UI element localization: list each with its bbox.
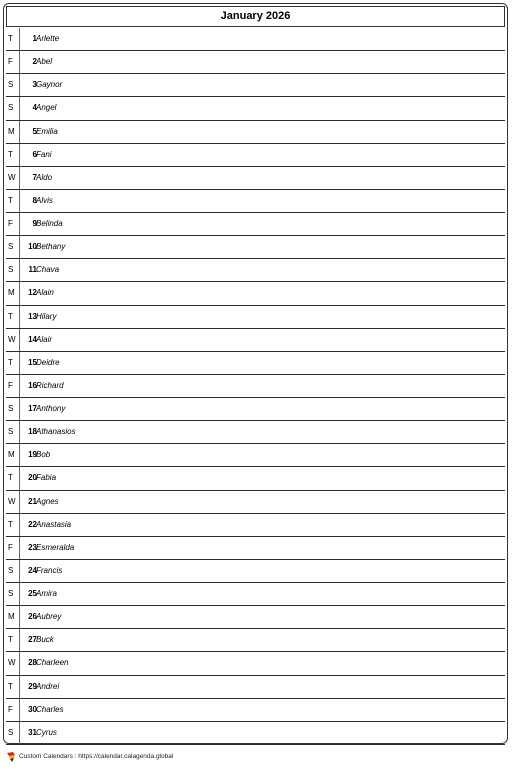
footer-link[interactable]: Custom Calendars : https://calendar.calagenda.global	[19, 753, 174, 760]
day-number: 23	[28, 542, 37, 552]
day-row	[6, 282, 505, 305]
day-of-week: T	[8, 195, 13, 205]
day-of-week: W	[8, 496, 16, 506]
day-number: 13	[28, 311, 37, 321]
day-number: 30	[28, 704, 37, 714]
name-day: Alvis	[36, 195, 53, 205]
day-of-week: S	[8, 565, 14, 575]
day-of-week: T	[8, 635, 13, 645]
day-number: 19	[28, 450, 37, 460]
day-number: 22	[28, 519, 37, 529]
day-of-week: S	[8, 242, 14, 252]
day-of-week: S	[8, 427, 14, 437]
name-day: Richard	[36, 380, 64, 390]
day-number: 26	[28, 612, 37, 622]
day-of-week: S	[8, 80, 14, 90]
name-day: Abel	[36, 57, 53, 67]
day-number: 28	[28, 658, 37, 668]
day-number: 16	[28, 380, 37, 390]
day-row	[6, 514, 505, 537]
calendar-title: January 2026	[6, 6, 505, 27]
day-row	[6, 699, 505, 722]
day-of-week: M	[8, 288, 15, 298]
name-day: Arlette	[36, 34, 60, 43]
name-day: Aubrey	[36, 612, 62, 622]
day-number: 20	[28, 473, 37, 483]
day-of-week: S	[8, 265, 14, 275]
day-number: 10	[28, 242, 37, 252]
day-of-week: T	[8, 34, 13, 43]
day-number: 21	[28, 496, 37, 506]
day-number: 18	[28, 427, 37, 437]
name-day: Fani	[36, 149, 52, 159]
name-day: Bob	[36, 450, 51, 460]
day-row	[6, 444, 505, 467]
day-of-week: F	[8, 704, 13, 714]
calendar-logo-icon	[6, 752, 16, 762]
day-row	[6, 97, 505, 120]
day-of-week: F	[8, 219, 13, 228]
day-number: 1	[32, 34, 37, 43]
day-row	[6, 51, 505, 74]
name-day: Andrei	[36, 681, 60, 691]
day-row	[6, 629, 505, 652]
day-row	[6, 467, 505, 490]
day-row	[6, 28, 505, 51]
day-row	[6, 306, 505, 329]
day-number: 17	[28, 404, 37, 413]
name-day: Charleen	[36, 658, 69, 668]
day-of-week: T	[8, 357, 13, 367]
day-number: 6	[32, 149, 37, 159]
name-day: Alain	[36, 288, 54, 298]
day-number: 31	[28, 727, 37, 737]
day-number: 7	[32, 172, 37, 182]
day-number: 24	[28, 565, 37, 575]
day-row	[6, 421, 505, 444]
day-of-week: F	[8, 542, 13, 552]
day-row	[6, 190, 505, 213]
day-number: 3	[32, 80, 37, 90]
day-of-week: W	[8, 334, 16, 344]
day-row	[6, 213, 505, 236]
name-day: Belinda	[36, 219, 63, 228]
footer	[6, 751, 173, 763]
day-number: 5	[32, 126, 37, 136]
day-row	[6, 398, 505, 421]
name-day: Gaynor	[36, 80, 63, 90]
day-row	[6, 74, 505, 97]
day-of-week: T	[8, 519, 13, 529]
name-day: Emilia	[36, 126, 58, 136]
day-number: 9	[32, 219, 37, 228]
day-row	[6, 167, 505, 190]
day-row	[6, 606, 505, 629]
name-day: Bethany	[36, 242, 66, 252]
day-row	[6, 329, 505, 352]
day-list	[6, 28, 505, 745]
name-day: Agnes	[36, 496, 59, 506]
day-of-week: M	[8, 126, 15, 136]
day-number: 25	[28, 589, 37, 598]
day-of-week: T	[8, 311, 13, 321]
name-day: Charles	[36, 704, 64, 714]
day-number: 27	[28, 635, 37, 645]
day-row	[6, 676, 505, 699]
day-of-week: S	[8, 589, 14, 598]
day-number: 11	[28, 265, 37, 275]
name-day: Esmeralda	[36, 542, 75, 552]
name-day: Hilary	[36, 311, 57, 321]
name-day: Cyrus	[36, 727, 57, 737]
day-number: 4	[32, 103, 37, 113]
day-of-week: S	[8, 404, 14, 413]
day-row	[6, 121, 505, 144]
day-of-week: T	[8, 473, 13, 483]
day-of-week: S	[8, 103, 14, 113]
day-number: 29	[28, 681, 37, 691]
day-of-week: T	[8, 681, 13, 691]
day-row	[6, 560, 505, 583]
day-of-week: M	[8, 450, 15, 460]
day-row	[6, 537, 505, 560]
name-day: Aldo	[36, 172, 53, 182]
name-day: Anastasia	[36, 519, 72, 529]
day-row	[6, 352, 505, 375]
day-of-week: F	[8, 380, 13, 390]
day-of-week: T	[8, 149, 13, 159]
day-of-week: W	[8, 172, 16, 182]
day-number: 8	[32, 195, 37, 205]
day-row	[6, 236, 505, 259]
name-day: Fabia	[36, 473, 57, 483]
day-row	[6, 722, 505, 745]
day-row	[6, 491, 505, 514]
name-day: Anthony	[36, 404, 66, 413]
name-day: Amira	[36, 589, 57, 598]
name-day: Athanasios	[36, 427, 76, 437]
day-of-week: S	[8, 727, 14, 737]
day-of-week: F	[8, 57, 13, 67]
day-row	[6, 259, 505, 282]
day-number: 14	[28, 334, 37, 344]
day-row	[6, 144, 505, 167]
day-row	[6, 375, 505, 398]
day-of-week: W	[8, 658, 16, 668]
day-row	[6, 652, 505, 675]
name-day: Buck	[36, 635, 54, 645]
name-day: Angel	[36, 103, 57, 113]
day-number: 15	[28, 357, 37, 367]
name-day: Chava	[36, 265, 60, 275]
name-day: Alair	[36, 334, 53, 344]
name-day: Deidre	[36, 357, 60, 367]
day-number: 12	[28, 288, 37, 298]
day-row	[6, 583, 505, 606]
day-number: 2	[32, 57, 37, 67]
name-day: Francis	[36, 565, 63, 575]
day-of-week: M	[8, 612, 15, 622]
